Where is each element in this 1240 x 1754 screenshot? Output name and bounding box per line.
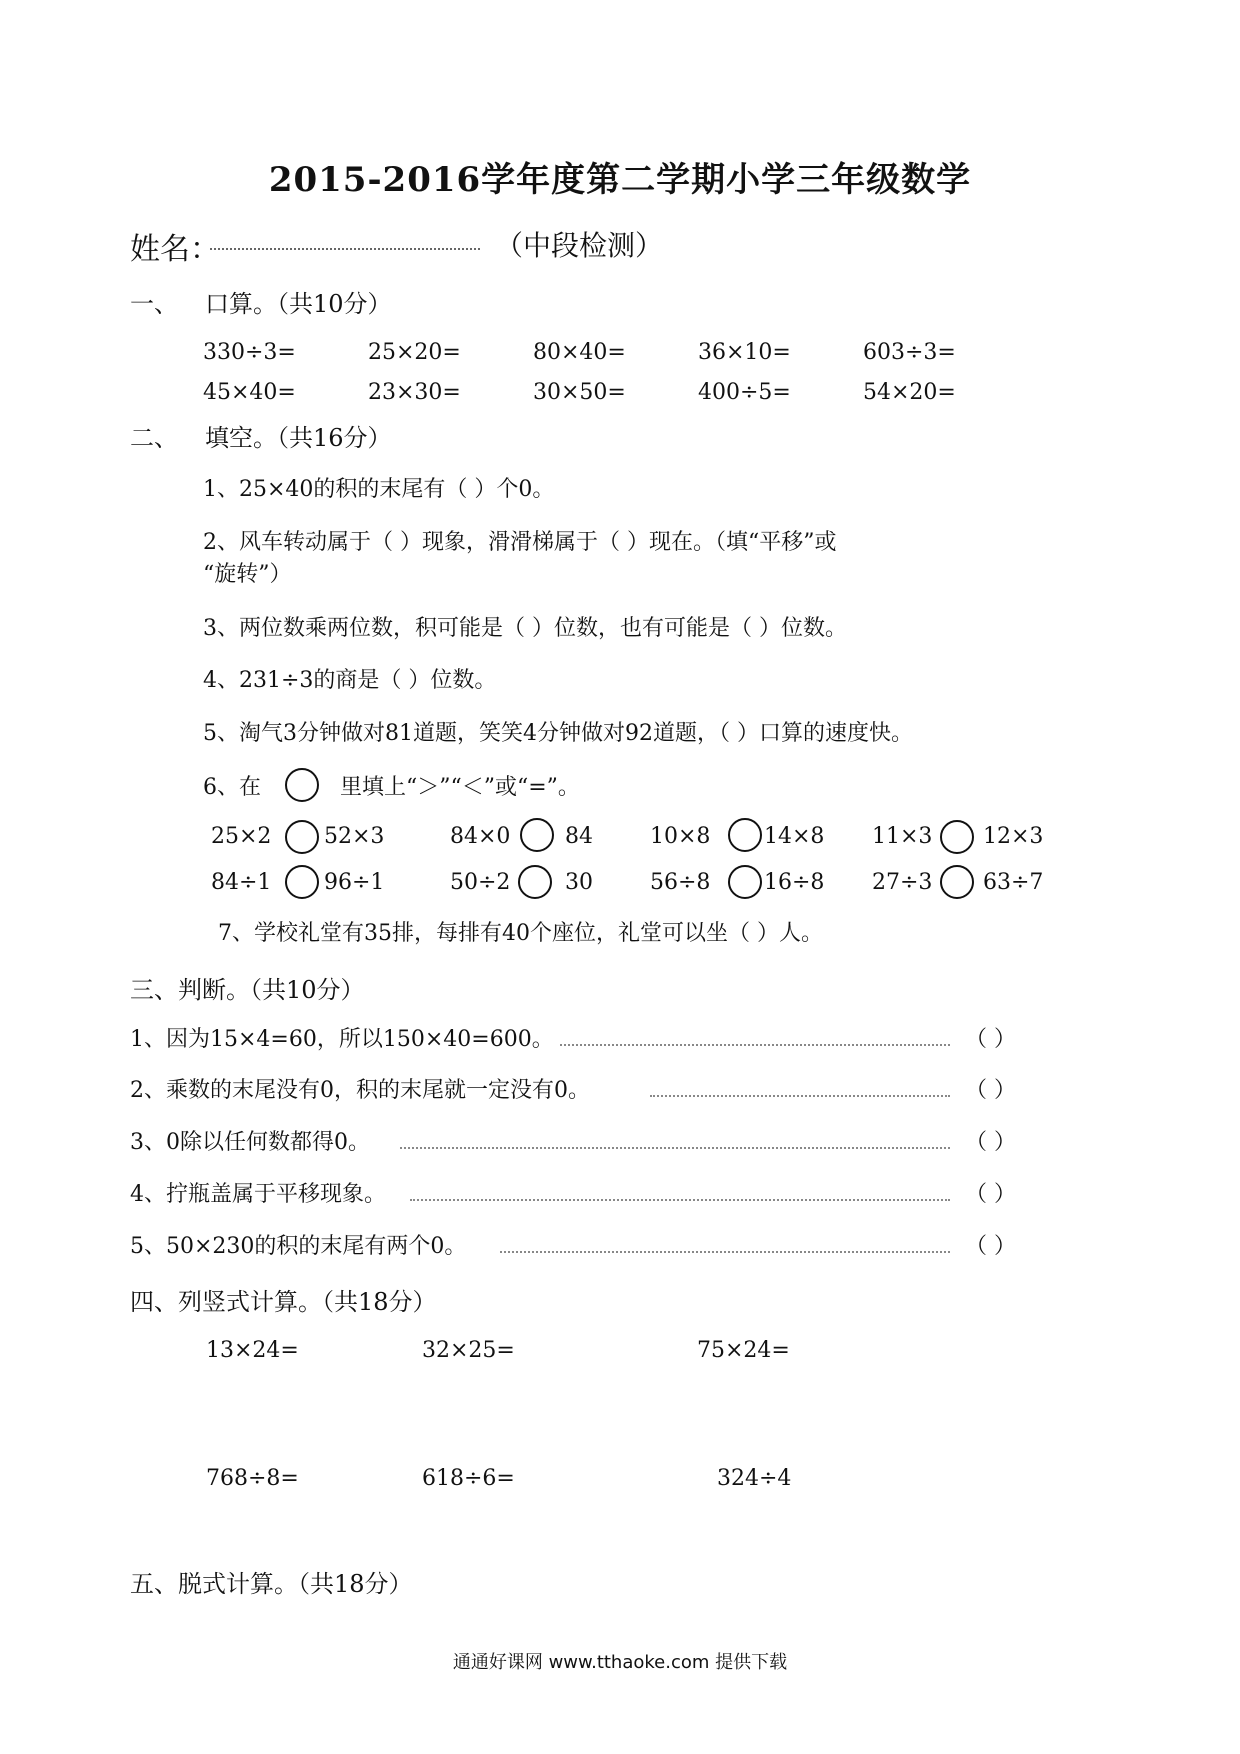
fill-question-7: 7、学校礼堂有35排，每排有40个座位，礼堂可以坐（ ）人。 (218, 921, 823, 946)
oral-calc-1-5: 603÷3= (863, 340, 956, 365)
compare-circle[interactable] (520, 818, 554, 852)
compare-left: 10×8 (650, 824, 711, 849)
compare-circle[interactable] (285, 820, 319, 854)
oral-calc-1-1: 330÷3= (203, 340, 296, 365)
vertical-calc-1: 13×24= (206, 1338, 299, 1363)
compare-circle[interactable] (285, 865, 319, 899)
judge-answer-slot[interactable]: （ ） (965, 1234, 1016, 1259)
fill-question-6-prefix: 6、在 (203, 775, 261, 800)
oral-calc-2-3: 30×50= (533, 380, 626, 405)
compare-right: 84 (565, 824, 593, 849)
compare-left: 84÷1 (211, 870, 272, 895)
compare-left: 27÷3 (872, 870, 933, 895)
vertical-calc-2: 32×25= (422, 1338, 515, 1363)
fill-question-2: 2、风车转动属于（ ）现象，滑滑梯属于（ ）现在。（填“平移”或 (203, 530, 837, 555)
judge-answer-slot[interactable]: （ ） (965, 1182, 1016, 1207)
vertical-calc-3: 75×24= (697, 1338, 790, 1363)
vertical-calc-5: 618÷6= (422, 1466, 515, 1491)
compare-right: 63÷7 (983, 870, 1044, 895)
section2-number: 二、 (130, 424, 178, 452)
fill-question-4: 4、231÷3的商是（ ）位数。 (203, 668, 497, 693)
compare-left: 25×2 (211, 824, 272, 849)
exam-subtitle: （中段检测） (495, 229, 664, 262)
section1-number: 一、 (130, 290, 178, 318)
vertical-calc-4: 768÷8= (206, 1466, 299, 1491)
oral-calc-2-1: 45×40= (203, 380, 296, 405)
fill-question-6-text: 里填上“＞”“＜”或“=”。 (340, 775, 580, 800)
compare-circle[interactable] (728, 865, 762, 899)
compare-circle[interactable] (728, 818, 762, 852)
oral-calc-1-2: 25×20= (368, 340, 461, 365)
oral-calc-2-4: 400÷5= (698, 380, 791, 405)
compare-right: 12×3 (983, 824, 1044, 849)
judge-item-1: 1、因为15×4=60，所以150×40=600。 (130, 1027, 554, 1052)
compare-right: 52×3 (324, 824, 385, 849)
compare-right: 96÷1 (324, 870, 385, 895)
vertical-calc-6: 324÷4 (717, 1466, 792, 1491)
oral-calc-2-2: 23×30= (368, 380, 461, 405)
dot-leader (500, 1251, 950, 1253)
judge-item-2: 2、乘数的末尾没有0，积的末尾就一定没有0。 (130, 1078, 590, 1103)
compare-circle[interactable] (940, 820, 974, 854)
page-title: 2015-2016学年度第二学期小学三年级数学 (268, 160, 972, 200)
compare-left: 11×3 (872, 824, 933, 849)
judge-answer-slot[interactable]: （ ） (965, 1130, 1016, 1155)
judge-answer-slot[interactable]: （ ） (965, 1027, 1016, 1052)
section1-heading: 口算。（共10分） (205, 290, 392, 318)
fill-question-3: 3、两位数乘两位数，积可能是（ ）位数，也有可能是（ ）位数。 (203, 616, 847, 641)
dot-leader (560, 1044, 950, 1046)
fill-question-2-cont: “旋转”） (203, 562, 292, 587)
compare-circle[interactable] (940, 865, 974, 899)
oral-calc-2-5: 54×20= (863, 380, 956, 405)
compare-right: 30 (565, 870, 593, 895)
judge-answer-slot[interactable]: （ ） (965, 1078, 1016, 1103)
section4-heading: 四、列竖式计算。（共18分） (130, 1288, 437, 1316)
judge-item-3: 3、0除以任何数都得0。 (130, 1130, 370, 1155)
compare-left: 56÷8 (650, 870, 711, 895)
fill-question-5: 5、淘气3分钟做对81道题，笑笑4分钟做对92道题，（ ）口算的速度快。 (203, 721, 913, 746)
section5-heading: 五、脱式计算。（共18分） (130, 1570, 413, 1598)
footer-source: 通通好课网 www.tthaoke.com 提供下载 (452, 1652, 788, 1673)
compare-left: 84×0 (450, 824, 511, 849)
fill-question-1: 1、25×40的积的末尾有（ ）个0。 (203, 477, 555, 502)
dot-leader (410, 1199, 950, 1201)
compare-circle-example (285, 768, 319, 802)
section3-heading: 三、判断。（共10分） (130, 976, 365, 1004)
compare-right: 14×8 (764, 824, 825, 849)
section2-heading: 填空。（共16分） (205, 424, 392, 452)
compare-left: 50÷2 (450, 870, 511, 895)
compare-right: 16÷8 (764, 870, 825, 895)
name-blank[interactable] (210, 236, 480, 250)
dot-leader (400, 1147, 950, 1149)
dot-leader (650, 1095, 950, 1097)
oral-calc-1-3: 80×40= (533, 340, 626, 365)
compare-circle[interactable] (518, 865, 552, 899)
judge-item-4: 4、拧瓶盖属于平移现象。 (130, 1182, 386, 1207)
oral-calc-1-4: 36×10= (698, 340, 791, 365)
judge-item-5: 5、50×230的积的末尾有两个0。 (130, 1234, 467, 1259)
name-label: 姓名： (130, 232, 220, 267)
